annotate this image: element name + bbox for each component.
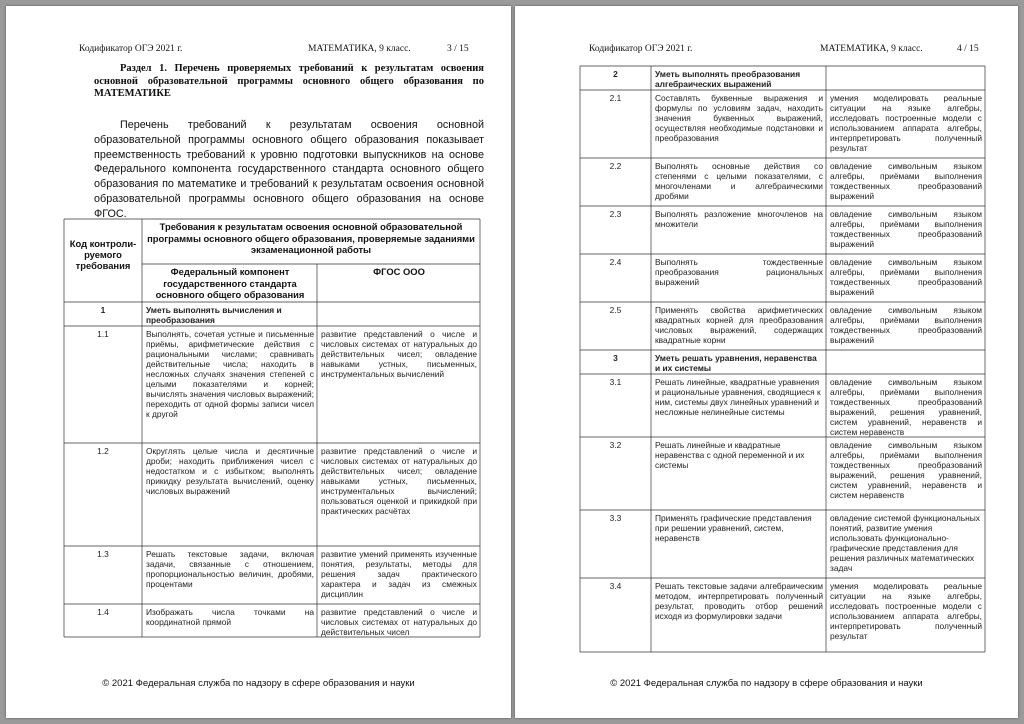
row-federal: Уметь выполнять преобразования алгебраических выражений	[655, 69, 801, 89]
row-fgos: развитие представлений о числе и числовых системах от натуральных до действительных чисел	[321, 607, 477, 637]
page-header-left: Кодификатор ОГЭ 2021 г.	[79, 44, 183, 54]
row-code: 3	[613, 353, 618, 363]
row-fgos: овладение символьным языком алгебры, приёмами выполнения тождественных преобразований выражений	[830, 161, 982, 201]
page-header-left: Кодификатор ОГЭ 2021 г.	[589, 44, 693, 54]
row-federal: Решать текстовые задачи алгебраическим методом, интерпретировать полученный результат, проводить отбор решений исходя из формулировки задачи	[655, 581, 823, 621]
row-code: 1.1	[97, 329, 109, 339]
row-fgos: овладение символьным языком алгебры, приёмами выполнения тождественных преобразований выражений	[830, 257, 982, 297]
row-code: 2.4	[609, 257, 622, 267]
row-federal: Решать линейные и квадратные неравенства с одной переменной и их системы	[655, 440, 805, 470]
row-fgos: умения моделировать реальные ситуации на языке алгебры, исследовать построенные модели с использованием аппарата алгебры, интерпретировать полученный результат	[830, 93, 982, 153]
row-code: 1.4	[97, 607, 109, 617]
row-federal: Выполнять разложение многочленов на множители	[655, 209, 823, 229]
row-fgos: овладение символьным языком алгебры, приёмами выполнения тождественных преобразований выражений, решения уравнений, систем уравнений, неравенств и систем неравенств	[830, 440, 982, 500]
row-fgos: умения моделировать реальные ситуации на языке алгебры, исследовать построенные модели с использованием аппарата алгебры, интерпретировать полученный результат	[830, 581, 982, 641]
page-3	[6, 6, 511, 718]
row-code: 2.3	[609, 209, 622, 219]
row-fgos: развитие умений применять изученные понятия, результаты, методы для решения задач практического характера и задач из смежных дисциплин	[321, 549, 477, 599]
intro-paragraph: Перечень требований к результатам освоения основной образовательной программы основного общего образования показывает преемственность требований к уровню подготовки выпускников на основе Федерального компонента государственного стандарта основного общего образования по математике и требований к результатам освоения основной образовательной программы основного общего образования на основе ФГОС.	[94, 119, 484, 220]
row-fgos: овладение системой функциональных понятий, развитие умения использовать функционально-графические представления для решения различных математических задач	[830, 513, 980, 573]
row-code: 3.2	[609, 440, 622, 450]
section-title: Раздел 1. Перечень проверяемых требований к результатам освоения основной образовательной программы основного общего образования по МАТЕМАТИКЕ	[94, 63, 484, 99]
row-federal: Выполнять основные действия со степенями с целыми показателями, с многочленами и алгебраическими дробями	[655, 161, 823, 201]
row-federal: Решать линейные, квадратные уравнения и рациональные уравнения, сводящиеся к ним, системы двух линейных уравнений и несложные нелинейные системы	[655, 377, 821, 417]
row-code: 2.2	[609, 161, 622, 171]
row-fgos: развитие представлений о числе и числовых системах от натуральных до действительных чисел; овладение навыками устных, письменных, инструментальных вычислений	[321, 329, 477, 379]
row-federal: Применять графические представления при решении уравнений, систем, неравенств	[655, 513, 812, 543]
row-federal: Решать текстовые задачи, включая задачи, связанные с отношением, пропорциональностью величин, дробями, процентами	[146, 549, 314, 589]
th-requirements: Требования к результатам освоения основной образовательной программы основного общего образования, проверяемые заданиями экзаменационной работы	[147, 221, 475, 255]
row-code: 3.1	[609, 377, 622, 387]
page-number: 4 / 15	[957, 44, 979, 54]
th-code: Код контроли-руемого требования	[69, 238, 137, 271]
row-code: 1.2	[97, 446, 109, 456]
row-code: 1	[100, 305, 106, 315]
th-fgos: ФГОС ООО	[373, 266, 425, 277]
row-code: 2.5	[609, 305, 622, 315]
row-federal: Изображать числа точками на координатной прямой	[146, 607, 314, 627]
row-fgos: развитие представлений о числе и числовых системах от натуральных до действительных чисел; овладение навыками устных, письменных, инструментальных вычислений; пользоваться оценкой и прикидкой при практических расчётах	[321, 446, 477, 516]
row-code: 1.3	[97, 549, 109, 559]
page-footer: © 2021 Федеральная служба по надзору в сфере образования и науки	[102, 678, 415, 689]
row-federal: Уметь выполнять вычисления и преобразования	[146, 305, 282, 325]
page-4	[515, 6, 1018, 718]
row-fgos: овладение символьным языком алгебры, приёмами выполнения тождественных преобразований выражений	[830, 305, 982, 345]
row-federal: Выполнять тождественные преобразования рациональных выражений	[655, 257, 823, 287]
th-federal: Федеральный компонент государственного стандарта основного общего образования	[155, 266, 305, 300]
row-fgos: овладение символьным языком алгебры, приёмами выполнения тождественных преобразований выражений	[830, 209, 982, 249]
page-header-subject: МАТЕМАТИКА, 9 класс.	[820, 44, 923, 54]
page-footer: © 2021 Федеральная служба по надзору в сфере образования и науки	[610, 678, 923, 689]
page-header-subject: МАТЕМАТИКА, 9 класс.	[308, 44, 411, 54]
row-federal: Округлять целые числа и десятичные дроби; находить приближения чисел с недостатком и с избытком; выполнять прикидку результата вычислений, оценку числовых выражений	[146, 446, 314, 496]
page-number: 3 / 15	[447, 44, 469, 54]
row-code: 2.1	[609, 93, 622, 103]
row-code: 3.3	[609, 513, 622, 523]
row-federal: Уметь решать уравнения, неравенства и их системы	[655, 353, 817, 373]
row-federal: Применять свойства арифметических квадратных корней для преобразования числовых выражений, содержащих квадратные корни	[655, 305, 823, 345]
row-code: 2	[613, 69, 618, 79]
row-federal: Составлять буквенные выражения и формулы по условиям задач, находить значения буквенных выражений, осуществляя необходимые подстановки и преобразования	[655, 93, 823, 143]
row-federal: Выполнять, сочетая устные и письменные приёмы, арифметические действия с рациональными числами; сравнивать действительные числа; находить в несложных случаях значения степеней с целыми показателями и корней; вычислять значения числовых выражений; переходить от одной формы записи чисел к другой	[146, 329, 314, 419]
row-code: 3.4	[609, 581, 622, 591]
row-fgos: овладение символьным языком алгебры, приёмами выполнения тождественных преобразований выражений, решения уравнений, систем уравнений, неравенств и систем неравенств	[830, 377, 982, 437]
